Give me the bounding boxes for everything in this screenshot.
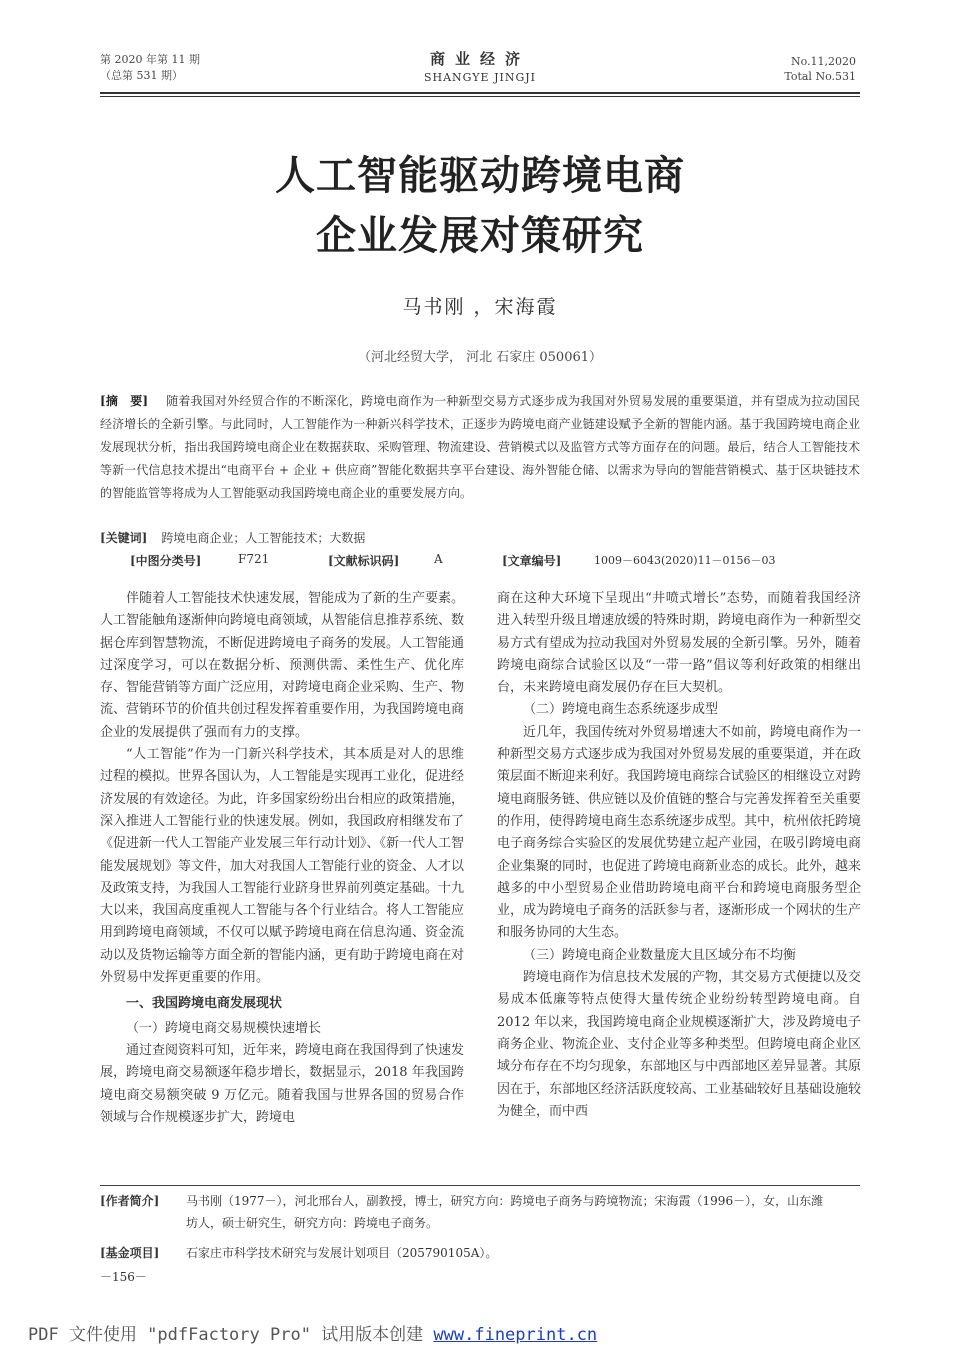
subsection-heading: （三）跨境电商企业数量庞大且区域分布不均衡	[523, 947, 797, 963]
issue-number-en: No.11,2020	[790, 55, 856, 68]
affiliation: （河北经贸大学， 河北 石家庄 050061）	[357, 350, 603, 365]
doc-code-label: [文献标识码]	[328, 554, 400, 568]
body-paragraph: 伴随着人工智能技术快速发展，智能成为了新的生产要素。人工智能触角逐渐伸向跨境电商领域，从智能信息推荐系统、数据仓库到智慧物流，不断促进跨境电子商务的发展。人工智能通过深度学习，可以在数据分析、预测供需、柔性生产、优化库存、智能营销等方面广泛应用，对跨境电商企业采购、生产、物流、营销环节的价值共创过程发挥着重要作用，为我国跨境电商企业的发展提供了强而有力的支撑。	[100, 591, 465, 740]
paper-title	[100, 146, 860, 266]
fund-label: [基金项目]	[100, 1246, 160, 1260]
body-paragraph: 商在这种大环境下呈现出“井喷式增长”态势，而随着我国经济进入转型升级且增速放缓的特殊时期，跨境电商作为一种新型交易方式有望成为拉动我国对外贸易发展的全新引擎。另外，随着跨境电商综合试验区以及“一带一路”倡议等利好政策的相继出台，未来跨境电商发展仍存在巨大契机。	[497, 591, 862, 696]
fund-text: 石家庄市科学技术研究与发展计划项目（205790105A）。	[186, 1246, 498, 1260]
section-heading: 一、我国跨境电商发展现状	[126, 996, 283, 1012]
keywords	[100, 529, 860, 546]
fund-info	[100, 1242, 860, 1264]
title-line-2: 企业发展对策研究	[316, 212, 644, 259]
header-rule-thin	[100, 96, 860, 97]
subsection-heading: （一）跨境电商交易规模快速增长	[126, 1020, 322, 1036]
keywords-label: [关键词]	[100, 531, 148, 545]
body-paragraph: 跨境电商作为信息技术发展的产物，其交易方式便捷以及交易成本低廉等特点使得大量传统企业纷纷转型跨境电商。自 2012 年以来，我国跨境电商企业规模逐渐扩大，涉及跨境电子商务企业、物流企业、支付企业等多种类型。但跨境电商企业区域分布存在不均匀现象，东部地区与中西部地区差异显著。其原因在于，东部地区经济活跃度较高、工业基础较好且基础设施较为健全，而中西	[497, 970, 862, 1119]
keywords-text: 跨境电商企业；人工智能技术；大数据	[161, 531, 366, 545]
issue-info-en	[784, 54, 856, 84]
body-column-right	[497, 588, 861, 1123]
body-column-left	[100, 588, 464, 1129]
fineprint-link[interactable]: www.fineprint.cn	[433, 1325, 598, 1345]
pdf-notice-text: PDF 文件使用 "pdfFactory Pro" 试用版本创建	[28, 1325, 434, 1345]
doc-code-value: A	[434, 552, 443, 566]
pdf-creator-notice	[28, 1320, 597, 1345]
abstract-text: 随着我国对外经贸合作的不断深化，跨境电商作为一种新型交易方式逐步成为我国对外贸易发展的重要渠道，并有望成为拉动国民经济增长的全新引擎。与此同时，人工智能作为一种新兴科学技术，正逐步为跨境电商产业链建设赋予全新的智能内涵。基于我国跨境电商企业发展现状分析，指出我国跨境电商企业在数据获取、采购管理、物流建设、营销模式以及监管方式等方面存在的问题。最后，结合人工智能技术等新一代信息技术提出“电商平台 + 企业 + 供应商”智能化数据共享平台建设、海外智能仓储、以需求为导向的智能营销模式、基于区块链技术的智能监管等将成为人工智能驱动我国跨境电商企业的重要发展方向。	[100, 394, 860, 500]
author-bio-cont	[100, 1212, 860, 1234]
clc-value: F721	[238, 552, 270, 566]
title-line-1: 人工智能驱动跨境电商	[275, 152, 685, 199]
page-number: －156－	[100, 1270, 147, 1284]
header-rule-thick	[100, 92, 860, 94]
footnote-rule	[100, 1185, 860, 1186]
author-bio	[100, 1190, 860, 1212]
author-bio-label: [作者简介]	[100, 1194, 160, 1208]
body-paragraph: 近几年，我国传统对外贸易增速大不如前，跨境电商作为一种新型交易方式逐步成为我国对外贸易发展的重要渠道，并在政策层面不断迎来利好。我国跨境电商综合试验区的相继设立对跨境电商服务链、供应链以及价值链的整合与完善发挥着至关重要的作用，使得跨境电商生态系统逐步成型。其中，杭州依托跨境电子商务综合实验区的发展优势建立起产业园，在吸引跨境电商企业集聚的同时，也促进了跨境电商新业态的成长。此外，越来越多的中小型贸易企业借助跨境电商平台和跨境电商服务型企业，成为跨境电子商务的活跃参与者，逐渐形成一个网状的生产和服务协同的大生态。	[497, 724, 862, 941]
article-number-value: 1009－6043(2020)11－0156－03	[594, 554, 776, 567]
abstract-label: [摘 要]	[100, 394, 149, 408]
journal-name-cn: 商业经济	[429, 50, 530, 68]
subsection-heading: （二）跨境电商生态系统逐步成型	[523, 702, 719, 718]
body-paragraph: “人工智能”作为一门新兴科学技术，其本质是对人的思维过程的模拟。世界各国认为，人工智能是实现再工业化，促进经济发展的有效途径。为此，许多国家纷纷出台相应的政策措施，深入推进人工智能行业的快速发展。例如，我国政府相继发布了《促进新一代人工智能产业发展三年行动计划》、《新一代人工智能发展规划》等文件，加大对我国人工智能行业的资金、人才以及政策支持，为我国人工智能行业跻身世界前列奠定基础。十九大以来，我国高度重视人工智能与各个行业结合。将人工智能应用到跨境电商领域，不仅可以赋予跨境电商在信息沟通、资金流动以及货物运输等方面全新的智能内涵，更有助于跨境电商在对外贸易中发挥更重要的作用。	[100, 747, 465, 986]
body-paragraph: 通过查阅资料可知，近年来，跨境电商在我国得到了快速发展，跨境电商交易额逐年稳步增长，数据显示，2018 年我国跨境电商交易额突破 9 万亿元。随着我国与世界各国的贸易合作领域与合作规模逐步扩大，跨境电	[100, 1042, 465, 1125]
clc-label: [中图分类号]	[130, 554, 202, 568]
abstract	[100, 390, 860, 505]
journal-name	[380, 48, 580, 84]
author-bio-text: 马书刚（1977－），河北邢台人，副教授，博士，研究方向：跨境电子商务与跨境物流；宋海霞（1996－），女，山东潍	[186, 1194, 824, 1208]
journal-name-en: SHANGYE JINGJI	[423, 71, 536, 84]
total-issue-cn: （总第 531 期）	[100, 69, 183, 82]
authors: 马书刚 ，宋海霞	[402, 296, 558, 318]
total-issue-en: Total No.531	[784, 70, 856, 83]
article-number-label: [文章编号]	[502, 554, 562, 568]
footnotes	[100, 1190, 860, 1264]
issue-info-cn	[100, 52, 200, 84]
author-bio-text-cont: 坊人，硕士研究生，研究方向：跨境电子商务。	[186, 1216, 439, 1230]
issue-number-cn: 第 2020 年第 11 期	[100, 53, 200, 66]
